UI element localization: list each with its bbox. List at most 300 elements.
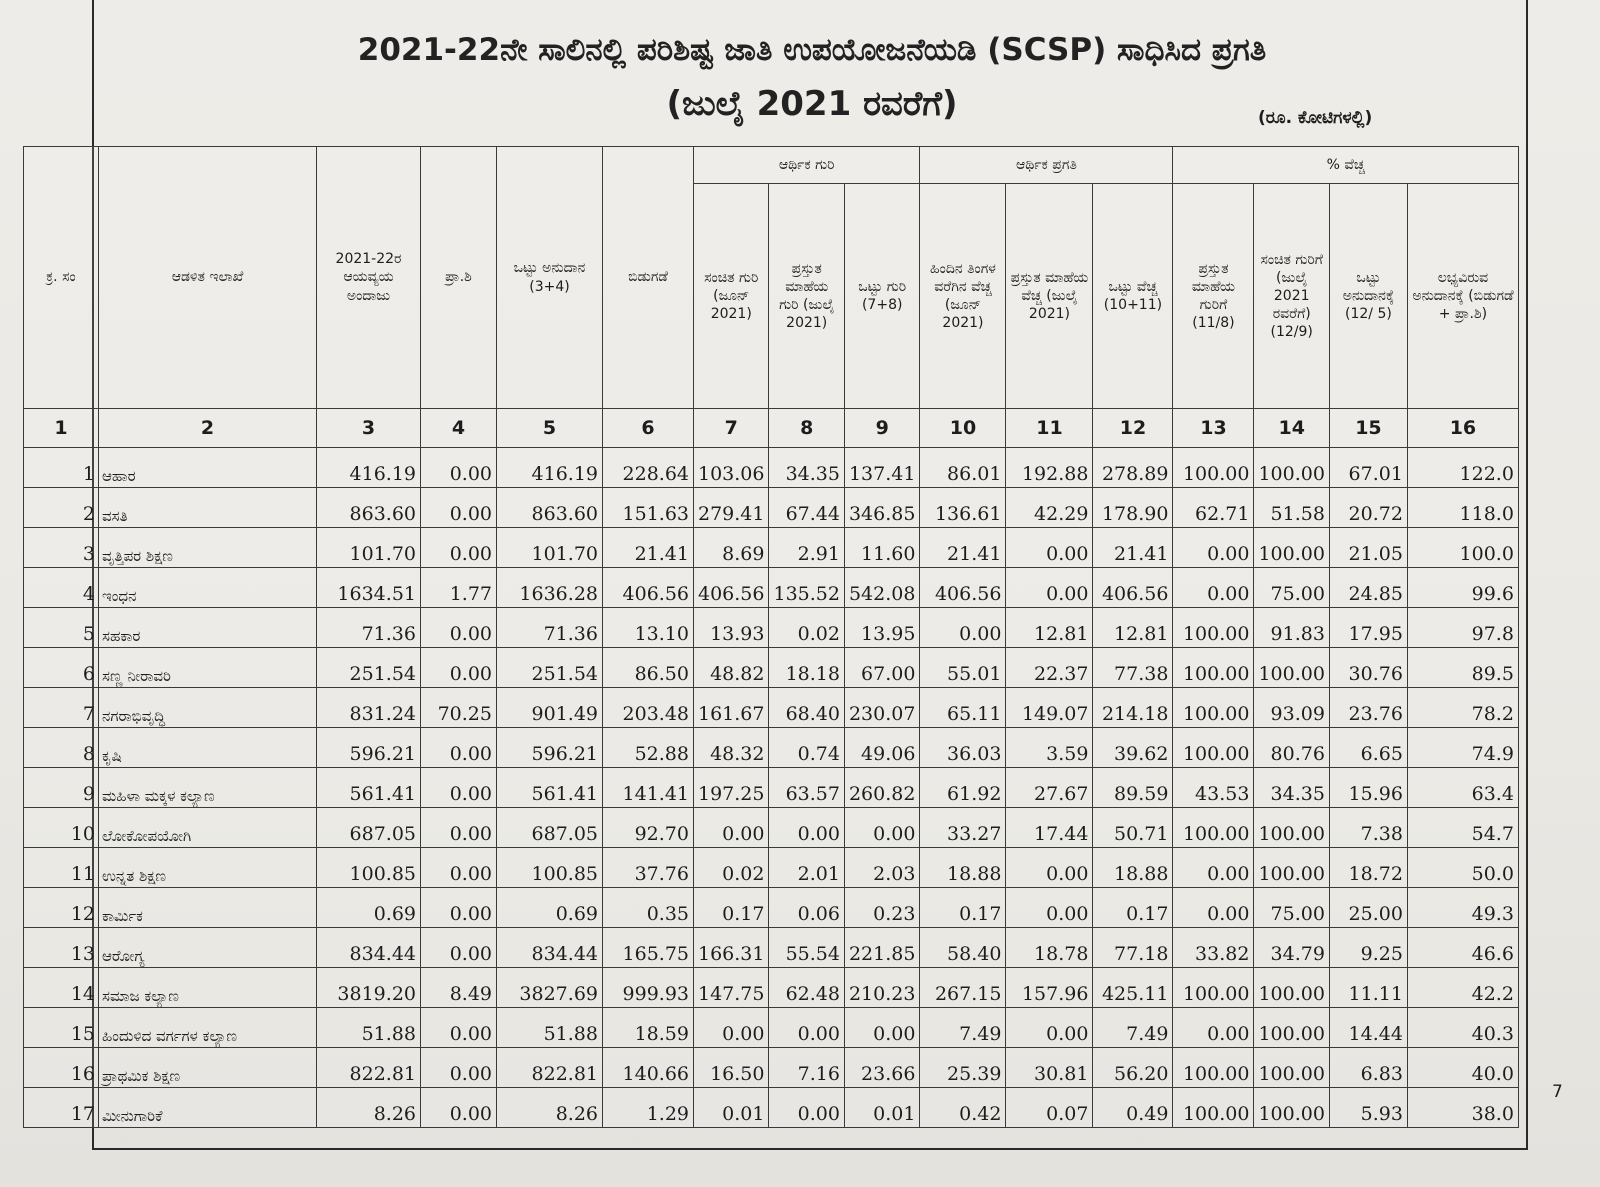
table-cell: 0.00 (421, 808, 497, 848)
table-row (24, 728, 1519, 768)
column-number: 7 (694, 409, 769, 448)
table-cell: 77.18 (1093, 928, 1173, 968)
table-cell: 75.00 (1254, 568, 1329, 608)
unit-note: (ರೂ. ಕೋಟಿಗಳಲ್ಲಿ) (1258, 108, 1373, 128)
table-cell: 7.49 (920, 1008, 1006, 1048)
table-row (24, 1008, 1519, 1048)
serial-number: 4 (24, 568, 99, 608)
table-cell: 20.72 (1329, 488, 1407, 528)
table-row (24, 648, 1519, 688)
table-cell: 52.88 (603, 728, 694, 768)
table-cell: 6.83 (1329, 1048, 1407, 1088)
table-cell: 0.00 (421, 1048, 497, 1088)
table-cell: 67.00 (844, 648, 919, 688)
table-cell: 0.01 (694, 1088, 769, 1128)
table-cell: 416.19 (317, 448, 421, 488)
department-name: ಉನ್ನತ ಶಿಕ್ಷಣ (99, 848, 317, 888)
column-number: 8 (769, 409, 844, 448)
column-number: 14 (1254, 409, 1329, 448)
table-cell: 100.00 (1173, 688, 1254, 728)
table-cell: 0.00 (421, 1088, 497, 1128)
table-cell: 93.09 (1254, 688, 1329, 728)
serial-number: 14 (24, 968, 99, 1008)
table-cell: 0.00 (769, 1088, 844, 1128)
table-cell: 18.88 (920, 848, 1006, 888)
table-cell: 100.00 (1173, 808, 1254, 848)
table-cell: 50.71 (1093, 808, 1173, 848)
column-number: 6 (603, 409, 694, 448)
table-cell: 596.21 (497, 728, 603, 768)
header-pct-current-target: ಪ್ರಸ್ತುತ ಮಾಹೆಯ ಗುರಿಗೆ (11/8) (1173, 184, 1254, 409)
table-row (24, 848, 1519, 888)
table-cell: 12.81 (1093, 608, 1173, 648)
header-pct-available-grant: ಲಭ್ಯವಿರುವ ಅನುದಾನಕ್ಕೆ (ಬಿಡುಗಡೆ + ಪ್ರಾ.ಶಿ) (1407, 184, 1518, 409)
table-cell: 0.00 (1173, 848, 1254, 888)
table-cell: 67.01 (1329, 448, 1407, 488)
table-cell: 89.5 (1407, 648, 1518, 688)
serial-number: 1 (24, 448, 99, 488)
table-cell: 100.00 (1173, 728, 1254, 768)
table-cell: 37.76 (603, 848, 694, 888)
table-row (24, 968, 1519, 1008)
table-cell: 0.00 (421, 648, 497, 688)
table-cell: 863.60 (497, 488, 603, 528)
table-cell: 0.01 (844, 1088, 919, 1128)
serial-number: 11 (24, 848, 99, 888)
table-cell: 86.01 (920, 448, 1006, 488)
table-cell: 140.66 (603, 1048, 694, 1088)
table-cell: 100.00 (1173, 968, 1254, 1008)
table-cell: 0.06 (769, 888, 844, 928)
header-budget-estimate: 2021-22ರ ಆಯವ್ಯಯ ಅಂದಾಜು (317, 147, 421, 409)
table-cell: 48.82 (694, 648, 769, 688)
table-cell: 6.65 (1329, 728, 1407, 768)
table-cell: 0.23 (844, 888, 919, 928)
table-cell: 0.00 (1006, 528, 1093, 568)
page-number: 7 (1552, 1082, 1563, 1102)
table-cell: 9.25 (1329, 928, 1407, 968)
table-cell: 0.00 (1173, 568, 1254, 608)
table-cell: 101.70 (317, 528, 421, 568)
table-cell: 89.59 (1093, 768, 1173, 808)
table-cell: 425.11 (1093, 968, 1173, 1008)
table-cell: 34.35 (1254, 768, 1329, 808)
table-cell: 13.93 (694, 608, 769, 648)
table-cell: 141.41 (603, 768, 694, 808)
table-cell: 0.00 (421, 528, 497, 568)
table-cell: 92.70 (603, 808, 694, 848)
table-cell: 100.00 (1254, 528, 1329, 568)
table-cell: 40.0 (1407, 1048, 1518, 1088)
table-cell: 75.00 (1254, 888, 1329, 928)
table-cell: 67.44 (769, 488, 844, 528)
table-cell: 0.00 (421, 448, 497, 488)
table-cell: 22.37 (1006, 648, 1093, 688)
column-number: 1 (24, 409, 99, 448)
table-cell: 260.82 (844, 768, 919, 808)
table-cell: 100.85 (497, 848, 603, 888)
table-cell: 346.85 (844, 488, 919, 528)
table-cell: 0.02 (694, 848, 769, 888)
table-cell: 1636.28 (497, 568, 603, 608)
table-cell: 100.00 (1173, 448, 1254, 488)
department-name: ವೃತ್ತಿಪರ ಶಿಕ್ಷಣ (99, 528, 317, 568)
table-cell: 214.18 (1093, 688, 1173, 728)
table-row (24, 608, 1519, 648)
table-cell: 3819.20 (317, 968, 421, 1008)
table-cell: 136.61 (920, 488, 1006, 528)
table-cell: 561.41 (317, 768, 421, 808)
table-cell: 2.01 (769, 848, 844, 888)
table-row (24, 568, 1519, 608)
table-cell: 100.00 (1173, 1048, 1254, 1088)
table-cell: 100.85 (317, 848, 421, 888)
table-cell: 70.25 (421, 688, 497, 728)
table-cell: 46.6 (1407, 928, 1518, 968)
department-name: ಕೃಷಿ (99, 728, 317, 768)
table-cell: 100.00 (1254, 448, 1329, 488)
table-cell: 40.3 (1407, 1008, 1518, 1048)
header-release: ಬಿಡುಗಡೆ (603, 147, 694, 409)
table-cell: 228.64 (603, 448, 694, 488)
table-cell: 0.49 (1093, 1088, 1173, 1128)
table-cell: 71.36 (497, 608, 603, 648)
table-cell: 100.00 (1173, 648, 1254, 688)
table-cell: 33.82 (1173, 928, 1254, 968)
serial-number: 8 (24, 728, 99, 768)
table-cell: 0.74 (769, 728, 844, 768)
table-cell: 51.58 (1254, 488, 1329, 528)
serial-number: 3 (24, 528, 99, 568)
table-cell: 16.50 (694, 1048, 769, 1088)
table-cell: 0.00 (1006, 848, 1093, 888)
table-cell: 33.27 (920, 808, 1006, 848)
department-name: ಮೀನುಗಾರಿಕೆ (99, 1088, 317, 1128)
column-number: 11 (1006, 409, 1093, 448)
table-cell: 11.60 (844, 528, 919, 568)
table-cell: 0.00 (421, 888, 497, 928)
table-cell: 14.44 (1329, 1008, 1407, 1048)
table-cell: 100.00 (1254, 968, 1329, 1008)
header-cumulative-target: ಸಂಚಿತ ಗುರಿ (ಜೂನ್ 2021) (694, 184, 769, 409)
table-cell: 7.49 (1093, 1008, 1173, 1048)
table-cell: 55.54 (769, 928, 844, 968)
table-cell: 166.31 (694, 928, 769, 968)
table-cell: 21.05 (1329, 528, 1407, 568)
table-cell: 30.81 (1006, 1048, 1093, 1088)
table-cell: 18.72 (1329, 848, 1407, 888)
column-number: 15 (1329, 409, 1407, 448)
table-row (24, 488, 1519, 528)
table-cell: 161.67 (694, 688, 769, 728)
table-cell: 406.56 (603, 568, 694, 608)
table-cell: 8.49 (421, 968, 497, 1008)
table-cell: 11.11 (1329, 968, 1407, 1008)
table-cell: 0.00 (421, 728, 497, 768)
table-cell: 0.17 (694, 888, 769, 928)
serial-number: 15 (24, 1008, 99, 1048)
document-subtitle: (ಜುಲೈ 2021 ರವರೆಗೆ) (666, 84, 958, 124)
department-name: ಆಹಾರ (99, 448, 317, 488)
table-cell: 0.35 (603, 888, 694, 928)
column-number-row (24, 409, 1519, 448)
table-row (24, 688, 1519, 728)
department-name: ಸಹಕಾರ (99, 608, 317, 648)
header-prasha: ಪ್ರಾ.ಶಿ (421, 147, 497, 409)
table-cell: 51.88 (317, 1008, 421, 1048)
table-cell: 596.21 (317, 728, 421, 768)
table-cell: 561.41 (497, 768, 603, 808)
table-cell: 0.00 (694, 808, 769, 848)
table-cell: 178.90 (1093, 488, 1173, 528)
table-row (24, 1048, 1519, 1088)
table-cell: 25.00 (1329, 888, 1407, 928)
table-cell: 100.00 (1173, 608, 1254, 648)
table-cell: 42.2 (1407, 968, 1518, 1008)
table-cell: 0.00 (1173, 528, 1254, 568)
header-total-target: ಒಟ್ಟು ಗುರಿ (7+8) (844, 184, 919, 409)
table-cell: 7.38 (1329, 808, 1407, 848)
table-cell: 831.24 (317, 688, 421, 728)
column-number: 16 (1407, 409, 1518, 448)
table-row (24, 1088, 1519, 1128)
table-cell: 406.56 (1093, 568, 1173, 608)
table-row (24, 928, 1519, 968)
table-cell: 822.81 (497, 1048, 603, 1088)
column-number: 12 (1093, 409, 1173, 448)
table-row (24, 528, 1519, 568)
table-cell: 91.83 (1254, 608, 1329, 648)
table-cell: 34.35 (769, 448, 844, 488)
table-cell: 1.77 (421, 568, 497, 608)
table-cell: 63.57 (769, 768, 844, 808)
table-cell: 100.0 (1407, 528, 1518, 568)
table-cell: 21.41 (603, 528, 694, 568)
table-cell: 97.8 (1407, 608, 1518, 648)
table-cell: 30.76 (1329, 648, 1407, 688)
department-name: ಮಹಿಳಾ ಮಕ್ಕಳ ಕಲ್ಯಾಣ (99, 768, 317, 808)
table-cell: 122.0 (1407, 448, 1518, 488)
department-name: ಸಮಾಜ ಕಲ್ಯಾಣ (99, 968, 317, 1008)
table-cell: 0.00 (769, 1008, 844, 1048)
table-cell: 55.01 (920, 648, 1006, 688)
header-pct-cumulative-target: ಸಂಚಿತ ಗುರಿಗೆ (ಜುಲೈ 2021 ರವರೆಗೆ) (12/9) (1254, 184, 1329, 409)
table-cell: 210.23 (844, 968, 919, 1008)
table-cell: 251.54 (317, 648, 421, 688)
table-cell: 1.29 (603, 1088, 694, 1128)
table-cell: 157.96 (1006, 968, 1093, 1008)
table-cell: 21.41 (1093, 528, 1173, 568)
table-cell: 1634.51 (317, 568, 421, 608)
table-cell: 18.78 (1006, 928, 1093, 968)
table-row (24, 808, 1519, 848)
department-name: ಲೋಕೋಪಯೋಗಿ (99, 808, 317, 848)
table-cell: 0.69 (317, 888, 421, 928)
table-cell: 8.26 (317, 1088, 421, 1128)
table-cell: 0.00 (694, 1008, 769, 1048)
department-name: ಪ್ರಾಥಮಿಕ ಶಿಕ್ಷಣ (99, 1048, 317, 1088)
table-cell: 3.59 (1006, 728, 1093, 768)
serial-number: 12 (24, 888, 99, 928)
table-cell: 0.07 (1006, 1088, 1093, 1128)
column-number: 5 (497, 409, 603, 448)
table-cell: 0.00 (421, 1008, 497, 1048)
serial-number: 16 (24, 1048, 99, 1088)
table-cell: 0.00 (421, 608, 497, 648)
table-cell: 61.92 (920, 768, 1006, 808)
table-cell: 13.10 (603, 608, 694, 648)
department-name: ಕಾರ್ಮಿಕ (99, 888, 317, 928)
table-cell: 863.60 (317, 488, 421, 528)
table-cell: 27.67 (1006, 768, 1093, 808)
table-cell: 834.44 (317, 928, 421, 968)
table-cell: 25.39 (920, 1048, 1006, 1088)
table-cell: 0.02 (769, 608, 844, 648)
table-cell: 834.44 (497, 928, 603, 968)
table-cell: 416.19 (497, 448, 603, 488)
table-cell: 42.29 (1006, 488, 1093, 528)
group-financial-progress: ಆರ್ಥಿಕ ಪ್ರಗತಿ (920, 147, 1173, 184)
table-cell: 8.26 (497, 1088, 603, 1128)
table-cell: 50.0 (1407, 848, 1518, 888)
table-cell: 13.95 (844, 608, 919, 648)
table-cell: 135.52 (769, 568, 844, 608)
table-cell: 100.00 (1254, 848, 1329, 888)
header-department: ಆಡಳಿತ ಇಲಾಖೆ (99, 147, 317, 409)
department-name: ಹಿಂದುಳಿದ ವರ್ಗಗಳ ಕಲ್ಯಾಣ (99, 1008, 317, 1048)
table-cell: 24.85 (1329, 568, 1407, 608)
header-total-grant: ಒಟ್ಟು ಅನುದಾನ (3+4) (497, 147, 603, 409)
table-cell: 23.76 (1329, 688, 1407, 728)
table-cell: 0.00 (421, 848, 497, 888)
table-cell: 0.00 (844, 1008, 919, 1048)
table-cell: 62.48 (769, 968, 844, 1008)
table-cell: 0.17 (1093, 888, 1173, 928)
table-cell: 100.00 (1254, 1048, 1329, 1088)
table-cell: 58.40 (920, 928, 1006, 968)
table-cell: 149.07 (1006, 688, 1093, 728)
table-cell: 0.00 (1006, 568, 1093, 608)
table-cell: 100.00 (1254, 1008, 1329, 1048)
table-row (24, 448, 1519, 488)
table-cell: 203.48 (603, 688, 694, 728)
table-cell: 51.88 (497, 1008, 603, 1048)
table-cell: 12.81 (1006, 608, 1093, 648)
header-current-month-target: ಪ್ರಸ್ತುತ ಮಾಹೆಯ ಗುರಿ (ಜುಲೈ 2021) (769, 184, 844, 409)
table-cell: 197.25 (694, 768, 769, 808)
table-cell: 15.96 (1329, 768, 1407, 808)
group-financial-target: ಆರ್ಥಿಕ ಗುರಿ (694, 147, 920, 184)
table-cell: 36.03 (920, 728, 1006, 768)
department-name: ಸಣ್ಣ ನೀರಾವರಿ (99, 648, 317, 688)
table-cell: 687.05 (317, 808, 421, 848)
serial-number: 10 (24, 808, 99, 848)
table-cell: 267.15 (920, 968, 1006, 1008)
table-cell: 251.54 (497, 648, 603, 688)
table-cell: 99.6 (1407, 568, 1518, 608)
table-cell: 7.16 (769, 1048, 844, 1088)
table-cell: 406.56 (920, 568, 1006, 608)
serial-number: 13 (24, 928, 99, 968)
table-cell: 17.44 (1006, 808, 1093, 848)
table-cell: 63.4 (1407, 768, 1518, 808)
table-cell: 100.00 (1254, 648, 1329, 688)
table-cell: 18.59 (603, 1008, 694, 1048)
table-cell: 100.00 (1254, 1088, 1329, 1128)
table-cell: 86.50 (603, 648, 694, 688)
table-cell: 0.00 (421, 928, 497, 968)
table-cell: 165.75 (603, 928, 694, 968)
table-cell: 151.63 (603, 488, 694, 528)
department-name: ವಸತಿ (99, 488, 317, 528)
table-cell: 118.0 (1407, 488, 1518, 528)
table-cell: 2.03 (844, 848, 919, 888)
table-cell: 39.62 (1093, 728, 1173, 768)
table-cell: 406.56 (694, 568, 769, 608)
table-cell: 0.00 (769, 808, 844, 848)
table-cell: 687.05 (497, 808, 603, 848)
table-cell: 0.42 (920, 1088, 1006, 1128)
serial-number: 2 (24, 488, 99, 528)
table-cell: 0.00 (1173, 888, 1254, 928)
table-cell: 49.06 (844, 728, 919, 768)
table-cell: 78.2 (1407, 688, 1518, 728)
table-cell: 0.17 (920, 888, 1006, 928)
table-cell: 0.00 (1173, 1008, 1254, 1048)
column-number: 2 (99, 409, 317, 448)
header-current-month-expenditure: ಪ್ರಸ್ತುತ ಮಾಹೆಯ ವೆಚ್ಚ (ಜುಲೈ 2021) (1006, 184, 1093, 409)
table-cell: 0.00 (421, 768, 497, 808)
table-cell: 100.00 (1173, 1088, 1254, 1128)
table-cell: 62.71 (1173, 488, 1254, 528)
table-cell: 137.41 (844, 448, 919, 488)
table-row (24, 888, 1519, 928)
table-cell: 0.00 (421, 488, 497, 528)
table-cell: 49.3 (1407, 888, 1518, 928)
table-cell: 279.41 (694, 488, 769, 528)
header-sno: ಕ್ರ. ಸಂ (24, 147, 99, 409)
table-cell: 18.18 (769, 648, 844, 688)
department-name: ನಗರಾಭಿವೃದ್ಧಿ (99, 688, 317, 728)
table-row (24, 768, 1519, 808)
table-cell: 0.00 (920, 608, 1006, 648)
column-number: 9 (844, 409, 919, 448)
table-cell: 230.07 (844, 688, 919, 728)
table-cell: 65.11 (920, 688, 1006, 728)
table-cell: 2.91 (769, 528, 844, 568)
serial-number: 9 (24, 768, 99, 808)
table-cell: 34.79 (1254, 928, 1329, 968)
column-number: 4 (421, 409, 497, 448)
table-cell: 68.40 (769, 688, 844, 728)
group-percent-expenditure: % ವೆಚ್ಚ (1173, 147, 1518, 184)
column-number: 3 (317, 409, 421, 448)
progress-table (23, 146, 1519, 1128)
table-cell: 0.00 (1006, 888, 1093, 928)
table-cell: 17.95 (1329, 608, 1407, 648)
table-cell: 77.38 (1093, 648, 1173, 688)
serial-number: 17 (24, 1088, 99, 1128)
table-cell: 0.00 (844, 808, 919, 848)
table-cell: 23.66 (844, 1048, 919, 1088)
table-cell: 101.70 (497, 528, 603, 568)
column-number: 13 (1173, 409, 1254, 448)
serial-number: 7 (24, 688, 99, 728)
department-name: ಇಂಧನ (99, 568, 317, 608)
table-cell: 542.08 (844, 568, 919, 608)
header-previous-expenditure: ಹಿಂದಿನ ತಿಂಗಳ ವರೆಗಿನ ವೆಚ್ಚ (ಜೂನ್ 2021) (920, 184, 1006, 409)
department-name: ಆರೋಗ್ಯ (99, 928, 317, 968)
